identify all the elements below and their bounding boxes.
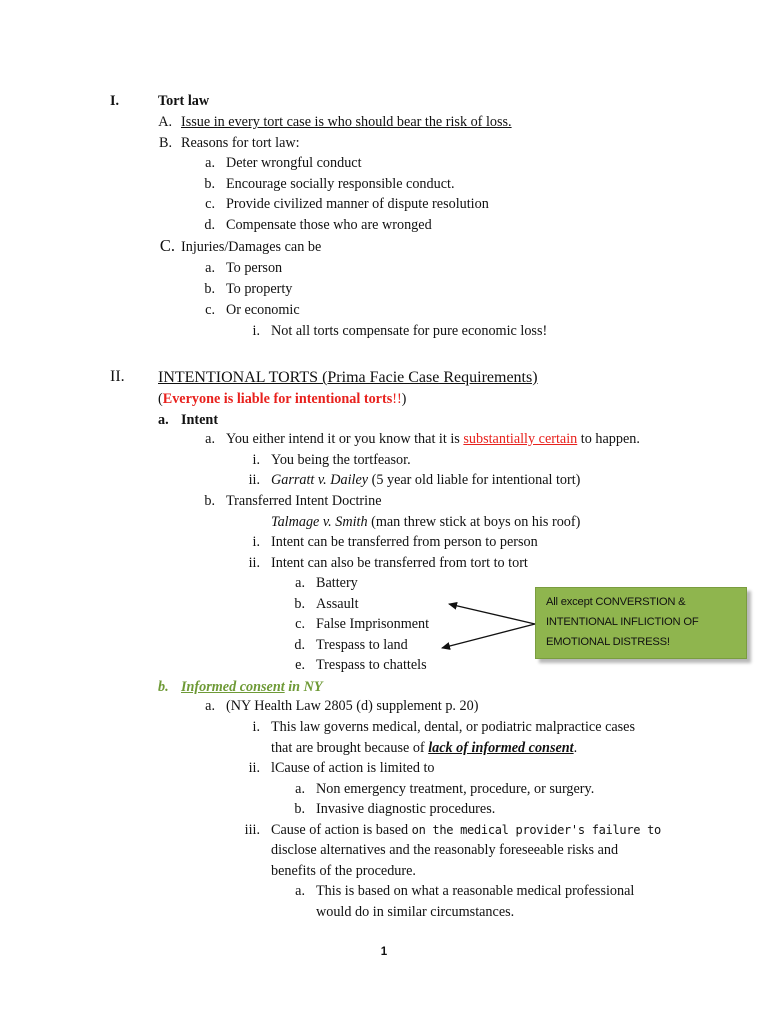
list-item: To person xyxy=(226,260,283,276)
arrow-to-trespass-to-land xyxy=(442,624,535,648)
callout-line: INTENTIONAL INFLICTION OF xyxy=(546,616,699,628)
list-marker: c. xyxy=(205,196,215,212)
tort-item-false-imprisonment: False Imprisonment xyxy=(316,616,430,632)
list-item: Or economic xyxy=(226,302,300,318)
list-item: To property xyxy=(226,281,293,297)
section-title-intentional-torts: INTENTIONAL TORTS (Prima Facie Case Requirements) xyxy=(158,369,538,386)
callout-line: EMOTIONAL DISTRESS! xyxy=(546,636,670,648)
list-item-continued: that are brought because of lack of informed consent. xyxy=(271,740,578,756)
list-item: You being the tortfeasor. xyxy=(271,452,411,468)
list-marker: b. xyxy=(158,679,169,695)
list-marker: b. xyxy=(204,281,215,297)
list-marker: C. xyxy=(159,236,175,255)
case-line: Talmage v. Smith (man threw stick at boys on his roof) xyxy=(271,514,581,530)
list-item-continued: would do in similar circumstances. xyxy=(316,904,515,920)
list-item: Encourage socially responsible conduct. xyxy=(226,176,455,192)
callout-box xyxy=(535,587,747,659)
list-marker: a. xyxy=(295,781,305,797)
highlight-substantially-certain: substantially certain xyxy=(463,431,578,447)
list-marker: ii. xyxy=(248,555,260,571)
list-marker: e. xyxy=(295,657,305,673)
list-marker: i. xyxy=(252,323,260,339)
outline-item-C: Injuries/Damages can be xyxy=(181,239,322,255)
subsection-title-informed-consent: Informed consent in NY xyxy=(181,679,323,695)
list-item: Cause of action is based on the medical provider's failure to xyxy=(271,822,661,838)
list-marker: d. xyxy=(294,637,305,653)
list-marker: i. xyxy=(252,719,260,735)
list-marker: iii. xyxy=(244,822,260,838)
list-marker: A. xyxy=(158,114,172,130)
page-number: 1 xyxy=(380,946,388,958)
case-name: Garratt v. Dailey xyxy=(271,472,369,488)
list-marker: a. xyxy=(205,698,215,714)
section-note: (Everyone is liable for intentional torts!!) xyxy=(158,391,407,407)
list-item: You either intend it or you know that it is substantially certain to happen. xyxy=(226,431,640,447)
outline-item-A: Issue in every tort case is who should bear the risk of loss. xyxy=(181,114,512,130)
list-item: Intent can be transferred from person to person xyxy=(271,534,538,550)
list-item: lCause of action is limited to xyxy=(271,760,435,776)
list-marker: a. xyxy=(295,883,305,899)
list-marker: a. xyxy=(205,260,215,276)
list-item: Invasive diagnostic procedures. xyxy=(316,801,496,817)
list-marker: d. xyxy=(204,217,215,233)
list-marker: b. xyxy=(204,176,215,192)
list-marker: a. xyxy=(158,412,169,428)
list-item: This is based on what a reasonable medical professional xyxy=(316,883,635,899)
list-marker: b. xyxy=(294,596,305,612)
list-item: Provide civilized manner of dispute resolution xyxy=(226,196,489,212)
list-marker: ii. xyxy=(248,472,260,488)
list-item: Compensate those who are wronged xyxy=(226,217,432,233)
section-note-emphasis: Everyone is liable for intentional torts xyxy=(162,391,393,407)
tort-item-battery: Battery xyxy=(316,575,358,591)
arrow-to-assault xyxy=(449,604,535,624)
emphasis-lack-of-informed-consent: lack of informed consent xyxy=(428,740,574,756)
list-marker: c. xyxy=(205,302,215,318)
list-item: This law governs medical, dental, or podiatric malpractice cases xyxy=(271,719,636,735)
list-item-continued: benefits of the procedure. xyxy=(271,863,416,879)
list-marker: a. xyxy=(295,575,305,591)
section-numeral-2: II. xyxy=(110,368,125,385)
list-marker: a. xyxy=(205,431,215,447)
tort-item-trespass-to-land: Trespass to land xyxy=(316,637,408,653)
list-marker: B. xyxy=(158,135,172,151)
tort-item-assault: Assault xyxy=(316,596,359,612)
list-marker: b. xyxy=(294,801,305,817)
list-item: Intent can also be transferred from tort to tort xyxy=(271,555,528,571)
list-marker: ii. xyxy=(248,760,260,776)
list-item-continued: disclose alternatives and the reasonably foreseeable risks and xyxy=(271,842,619,858)
list-item: Garratt v. Dailey (5 year old liable for intentional tort) xyxy=(271,472,581,488)
list-item: Non emergency treatment, procedure, or surgery. xyxy=(316,781,595,797)
list-item: Deter wrongful conduct xyxy=(226,155,362,171)
section-numeral-1: I. xyxy=(110,93,120,109)
list-marker: a. xyxy=(205,155,215,171)
subsection-title-intent: Intent xyxy=(181,412,219,428)
callout-line: All except CONVERSTION & xyxy=(546,596,686,608)
list-marker: i. xyxy=(252,452,260,468)
list-marker: i. xyxy=(252,534,260,550)
list-item: Not all torts compensate for pure economic loss! xyxy=(271,323,548,339)
tort-item-trespass-to-chattels: Trespass to chattels xyxy=(316,657,427,673)
case-name: Talmage v. Smith xyxy=(271,514,368,530)
list-marker: c. xyxy=(295,616,305,632)
list-item: (NY Health Law 2805 (d) supplement p. 20) xyxy=(226,698,479,714)
list-item: Transferred Intent Doctrine xyxy=(226,493,382,509)
outline-item-B: Reasons for tort law: xyxy=(181,135,300,151)
section-title-tort-law: Tort law xyxy=(158,93,210,109)
list-marker: b. xyxy=(204,493,215,509)
